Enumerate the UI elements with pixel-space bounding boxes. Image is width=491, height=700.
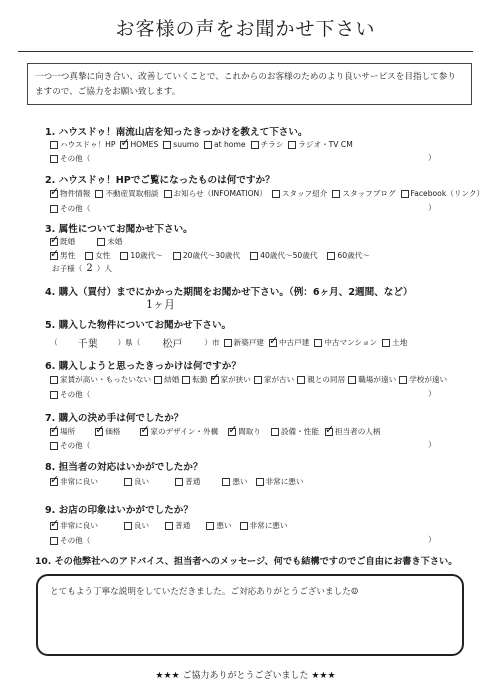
q4-label: 4. 購入（買付）までにかかった期間をお聞かせ下さい。（例：6ヶ月、2週間、など） xyxy=(45,287,413,298)
prefecture-field[interactable]: 千葉 xyxy=(77,339,98,350)
checkbox[interactable] xyxy=(251,141,259,149)
checkbox[interactable] xyxy=(97,238,105,246)
checkbox[interactable] xyxy=(50,141,58,149)
checkbox[interactable] xyxy=(206,522,214,530)
checkbox[interactable] xyxy=(50,391,58,399)
checkbox[interactable] xyxy=(325,428,333,436)
checkbox[interactable] xyxy=(256,478,264,486)
q6-option[interactable]: 家賃が高い・もったいない xyxy=(50,374,151,385)
q1-option[interactable]: チラシ xyxy=(251,139,284,150)
checkbox[interactable] xyxy=(124,522,132,530)
q6-option[interactable]: ✓ 家が狭い xyxy=(211,374,251,385)
checkbox[interactable] xyxy=(163,141,171,149)
city-field[interactable]: 松戸 xyxy=(162,339,183,350)
q3-marital xyxy=(50,236,127,247)
close-paren: ） xyxy=(428,389,436,398)
checkbox[interactable] xyxy=(50,428,58,436)
q6-option[interactable]: 家が古い xyxy=(254,374,294,385)
checkbox[interactable] xyxy=(124,478,132,486)
checkbox[interactable] xyxy=(399,376,407,384)
q10-label: 10. その他弊社へのアドバイス、担当者へのメッセージ、何でも結構ですのでご自由にお書き下さい。 xyxy=(35,556,458,567)
q3-gender-option[interactable]: ✓ 男性 xyxy=(50,250,75,261)
q3-age-option[interactable]: 20歳代〜30歳代 xyxy=(173,250,240,261)
checkbox[interactable] xyxy=(224,339,232,347)
checkbox[interactable] xyxy=(182,376,190,384)
checkbox[interactable] xyxy=(50,442,58,450)
q8-option[interactable]: ✓ 非常に良い xyxy=(50,476,98,487)
q2-option[interactable]: ✓ 物件情報 xyxy=(50,188,90,199)
checkbox[interactable] xyxy=(401,190,409,198)
footer-thanks: ★★★ ご協力ありがとうございました ★★★ xyxy=(155,671,336,681)
q1-option[interactable]: suumo xyxy=(163,140,199,149)
checkbox[interactable] xyxy=(50,376,58,384)
checkbox[interactable] xyxy=(204,141,212,149)
checkbox[interactable] xyxy=(211,376,219,384)
q6-option[interactable]: 転勤 xyxy=(182,374,207,385)
checkbox[interactable] xyxy=(85,252,93,260)
q2-option[interactable]: お知らせ（INFOMATION） xyxy=(164,188,267,199)
checkbox[interactable] xyxy=(50,478,58,486)
q8-option[interactable]: 良い xyxy=(124,476,149,487)
close-paren: ） xyxy=(428,153,436,162)
checkbox[interactable] xyxy=(348,376,356,384)
q2-other[interactable]: その他（ xyxy=(50,203,90,214)
q6-option[interactable]: 結婚 xyxy=(154,374,179,385)
q5-type-option[interactable]: ✓ 中古戸建 xyxy=(269,337,309,348)
q7-other[interactable]: その他（ xyxy=(50,440,90,451)
q8-options xyxy=(50,476,309,487)
checkbox[interactable] xyxy=(50,537,58,545)
q6-option[interactable]: 親との同居 xyxy=(297,374,345,385)
checkbox[interactable] xyxy=(120,252,128,260)
q2-option[interactable]: スタッフブログ xyxy=(332,188,395,199)
q2-option[interactable]: Facebook（リンク） xyxy=(401,188,485,199)
q3-gender-age xyxy=(50,250,375,261)
q7-option[interactable]: 設備・性能 xyxy=(271,426,319,437)
title-underline xyxy=(18,51,473,52)
checkbox[interactable] xyxy=(222,478,230,486)
q3-label: 3. 属性についてお聞かせ下さい。 xyxy=(45,224,193,235)
close-paren: ） xyxy=(428,203,436,212)
checkbox[interactable] xyxy=(269,339,277,347)
checkbox[interactable] xyxy=(164,190,172,198)
checkbox[interactable] xyxy=(50,238,58,246)
q5-type-option[interactable]: 新築戸建 xyxy=(224,337,264,348)
q2-option[interactable]: スタッフ紹介 xyxy=(272,188,328,199)
checkbox[interactable] xyxy=(314,339,322,347)
checkbox[interactable] xyxy=(175,478,183,486)
q9-other[interactable]: その他（ xyxy=(50,535,90,546)
q3-age-option[interactable]: 60歳代〜 xyxy=(327,250,369,261)
q5-type-option[interactable]: 土地 xyxy=(382,337,407,348)
children-count-field[interactable]: 2 xyxy=(86,263,93,274)
checkbox[interactable] xyxy=(382,339,390,347)
q2-label: 2. ハウスドゥ！HPでご覧になったものは何ですか？ xyxy=(45,175,275,186)
checkbox[interactable] xyxy=(250,252,258,260)
q9-option[interactable]: ✓ 非常に良い xyxy=(50,520,98,531)
q1-label: 1. ハウスドゥ！南流山店を知ったきっかけを教えて下さい。 xyxy=(45,127,308,138)
q1-option[interactable]: at home xyxy=(204,140,246,149)
q9-label: 9. お店の印象はいかがでしたか？ xyxy=(45,505,193,516)
checkbox[interactable] xyxy=(50,252,58,260)
checkbox[interactable] xyxy=(327,252,335,260)
q5-type-option[interactable]: 中古マンション xyxy=(314,337,377,348)
q7-option[interactable]: ✓ 担当者の人柄 xyxy=(325,426,381,437)
checkbox[interactable] xyxy=(165,522,173,530)
q5-location: （ 千葉 ）県（ 松戸 ）市 新築戸建 ✓ 中古戸建 中古マンション 土地 xyxy=(50,335,412,350)
q3-marital-option[interactable]: 未婚 xyxy=(97,236,122,247)
q9-option[interactable]: 普通 xyxy=(165,520,190,531)
checkbox[interactable] xyxy=(95,190,103,198)
checkbox[interactable] xyxy=(154,376,162,384)
close-paren: ） xyxy=(428,440,436,449)
q3-age-option[interactable]: 40歳代〜50歳代 xyxy=(250,250,317,261)
checkbox[interactable] xyxy=(297,376,305,384)
checkbox[interactable] xyxy=(254,376,262,384)
checkbox[interactable] xyxy=(332,190,340,198)
checkbox[interactable] xyxy=(120,141,128,149)
q3-age-option[interactable]: 10歳代〜 xyxy=(120,250,162,261)
q8-option[interactable]: 普通 xyxy=(175,476,200,487)
q7-option[interactable]: ✓ 家のデザイン・外構 xyxy=(140,426,218,437)
q7-option[interactable]: ✓ 間取り xyxy=(228,426,261,437)
q1-options xyxy=(50,139,358,150)
checkbox[interactable] xyxy=(240,522,248,530)
q8-label: 8. 担当者の対応はいかがでしたか？ xyxy=(45,462,203,473)
q6-option[interactable]: 職場が遠い xyxy=(348,374,396,385)
checkbox[interactable] xyxy=(140,428,148,436)
q1-option[interactable]: ラジオ・TV CM xyxy=(288,139,352,150)
checkbox[interactable] xyxy=(228,428,236,436)
q9-options xyxy=(50,520,293,531)
open-paren: （ xyxy=(50,338,58,347)
checkbox[interactable] xyxy=(173,252,181,260)
checkbox[interactable] xyxy=(272,190,280,198)
q4-answer-field[interactable]: 1ヶ月 xyxy=(146,298,175,311)
checkbox[interactable] xyxy=(95,428,103,436)
checkbox[interactable] xyxy=(50,205,58,213)
q3-gender-option[interactable]: 女性 xyxy=(85,250,110,261)
q7-label: 7. 購入の決め手は何でしたか？ xyxy=(45,413,184,424)
checkbox[interactable] xyxy=(50,190,58,198)
q2-option[interactable]: 不動産買取相談 xyxy=(95,188,158,199)
q7-option[interactable]: ✓ 価格 xyxy=(95,426,120,437)
q7-options xyxy=(50,426,386,437)
q5-label: 5. 購入した物件についてお聞かせ下さい。 xyxy=(45,320,232,331)
q2-options xyxy=(50,188,489,199)
q1-option[interactable]: ✓ HOMES xyxy=(120,140,158,149)
q7-option[interactable]: ✓ 場所 xyxy=(50,426,75,437)
intro-text: 一つ一つ真摯に向き合い、改善していくことで、これからのお客様のためのより良いサービスを目指して参りますので、ご協力をお願い致します。 xyxy=(27,63,472,105)
q1-other[interactable]: その他（ xyxy=(50,153,90,164)
q3-marital-option[interactable]: ✓ 既婚 xyxy=(50,236,75,247)
page-title: お客様の声をお聞かせ下さい xyxy=(115,18,376,40)
close-paren: ） xyxy=(428,535,436,544)
q6-label: 6. 購入しようと思ったきっかけは何ですか？ xyxy=(45,361,241,372)
q8-option[interactable]: 悪い xyxy=(222,476,247,487)
checkbox[interactable] xyxy=(271,428,279,436)
checkbox[interactable] xyxy=(50,522,58,530)
q8-option[interactable]: 非常に悪い xyxy=(256,476,304,487)
checkbox[interactable] xyxy=(288,141,296,149)
q6-options xyxy=(50,374,447,385)
q6-option[interactable]: 学校が遠い xyxy=(399,374,447,385)
q9-option[interactable]: 非常に悪い xyxy=(240,520,288,531)
q9-option[interactable]: 良い xyxy=(124,520,149,531)
q6-other[interactable]: その他（ xyxy=(50,389,90,400)
q3-children: お子様（ 2 ）人 xyxy=(52,263,112,274)
comment-text: とてもよう丁寧な説明をしていただきました。ご対応ありがとうございました☺ xyxy=(50,587,359,597)
q1-option[interactable]: ハウスドゥ！HP xyxy=(50,139,115,150)
checkbox[interactable] xyxy=(50,155,58,163)
q9-option[interactable]: 悪い xyxy=(206,520,231,531)
